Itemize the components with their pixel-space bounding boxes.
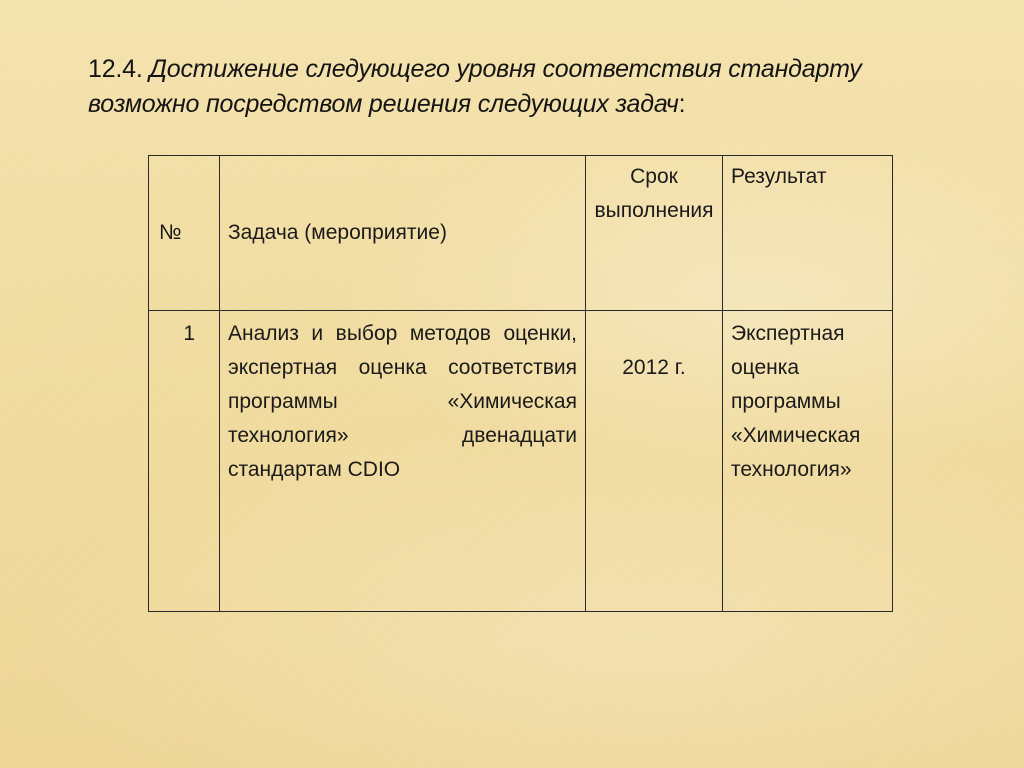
- slide-heading: [88, 52, 948, 122]
- row-result: Экспертная оценка программы «Химическая технология»: [723, 311, 893, 612]
- row-no: 1: [149, 311, 220, 612]
- table-row: [149, 311, 893, 612]
- tasks-table: [148, 155, 893, 612]
- header-result: Результат: [723, 156, 893, 311]
- row-task: Анализ и выбор методов оценки, экспертная оценка соответствия программы «Химическая технология» двенадцати стандартам CDIO: [220, 311, 586, 612]
- heading-text-line2: возможно посредством решения следующих задач: [88, 90, 679, 118]
- table-header-row: [149, 156, 893, 311]
- header-deadline: Срок выполнения: [586, 156, 723, 311]
- header-no: №: [149, 156, 220, 311]
- heading-colon: :: [678, 90, 686, 118]
- row-deadline: 2012 г.: [586, 311, 723, 612]
- heading-number: 12.4.: [88, 55, 143, 83]
- header-task: Задача (мероприятие): [220, 156, 586, 311]
- heading-text-line1: Достижение следующего уровня соответствия стандарту: [149, 55, 862, 83]
